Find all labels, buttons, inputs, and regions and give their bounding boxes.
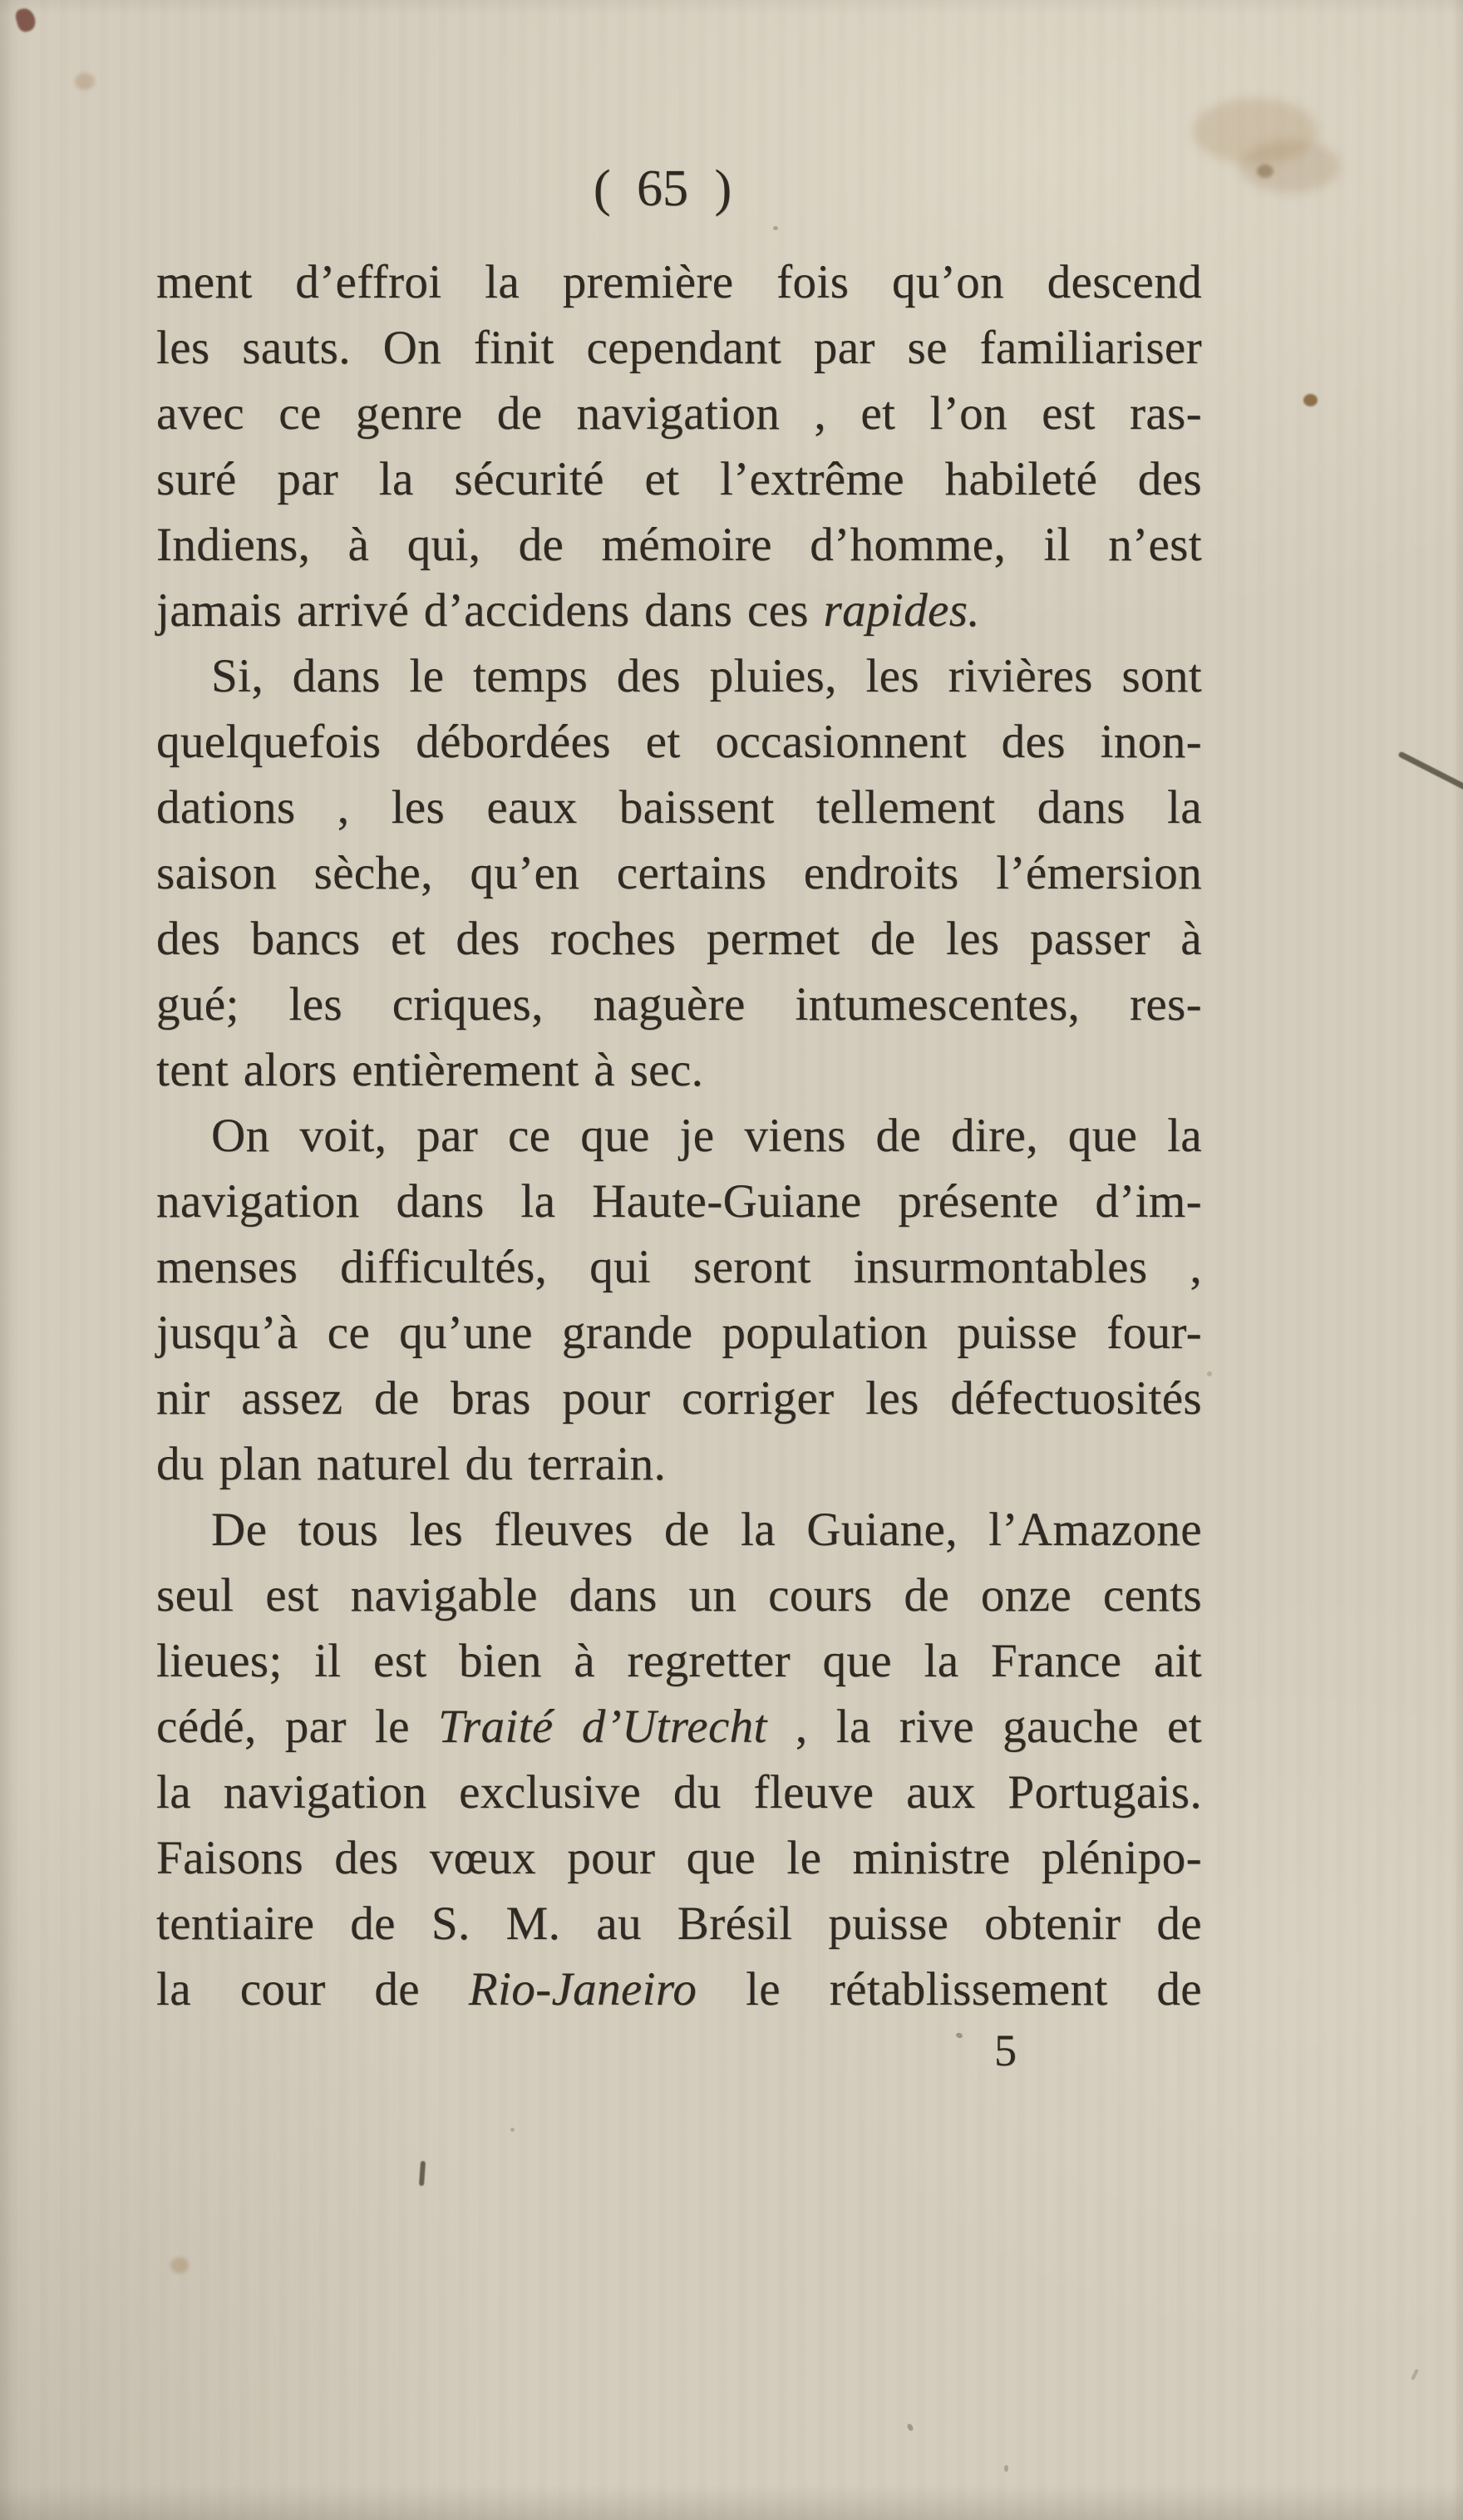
- text-line: la navigation exclusive du fleuve aux Portugais.: [156, 1766, 1202, 1819]
- text-line: Si, dans le temps des pluies, les rivières sont: [211, 650, 1202, 702]
- text-lines: [156, 249, 1202, 2022]
- text-line: Indiens, à qui, de mémoire d’homme, il n’est: [156, 519, 1202, 571]
- text-line: la cour de Rio-Janeiro le rétablissement de: [156, 1963, 1202, 2016]
- text-line: du plan naturel du terrain.: [156, 1438, 667, 1490]
- ink-dot: [1303, 394, 1318, 406]
- text-line: seul est navigable dans un cours de onze cents: [156, 1569, 1202, 1622]
- text-line: nir assez de bras pour corriger les défectuosités: [156, 1372, 1202, 1425]
- paper-speck: [955, 2032, 963, 2039]
- text-line: lieues; il est bien à regretter que la France ait: [156, 1635, 1202, 1687]
- text-line: quelquefois débordées et occasionnent des inon-: [156, 716, 1202, 768]
- text-line: ment d’effroi la première fois qu’on descend: [156, 256, 1202, 308]
- text-line: tentiaire de S. M. au Brésil puisse obtenir de: [156, 1897, 1202, 1950]
- text-line: saison sèche, qu’en certains endroits l’émersion: [156, 847, 1202, 899]
- text-line: tent alors entièrement à sec.: [156, 1044, 704, 1096]
- text-line: menses difficultés, qui seront insurmontables ,: [156, 1241, 1202, 1293]
- text-line: On voit, par ce que je viens de dire, que la: [211, 1110, 1202, 1162]
- paper-speck: [1411, 2369, 1419, 2380]
- text-line: Faisons des vœux pour que le ministre plénipo-: [156, 1832, 1202, 1884]
- text-line: des bancs et des roches permet de les passer à: [156, 913, 1202, 965]
- signature-mark: 5: [994, 2025, 1017, 2075]
- scratch-mark: [1397, 751, 1463, 790]
- paper-stain: [1240, 140, 1340, 193]
- paper-speck: [1004, 2465, 1008, 2472]
- text-line: les sauts. On finit cependant par se familiariser: [156, 322, 1202, 374]
- text-line: avec ce genre de navigation , et l’on est ras-: [156, 387, 1202, 440]
- text-line: navigation dans la Haute-Guiane présente d’im-: [156, 1175, 1202, 1228]
- corner-mark: [14, 7, 37, 34]
- paper-spot: [75, 73, 95, 90]
- paper-speck: [906, 2423, 914, 2432]
- paper-stain: [1193, 98, 1318, 165]
- text-line: De tous les fleuves de la Guiane, l’Amazone: [211, 1504, 1202, 1556]
- text-line: jusqu’à ce qu’une grande population puisse four-: [156, 1307, 1202, 1359]
- ink-mark: [419, 2161, 426, 2186]
- text-line: jamais arrivé d’accidens dans ces rapides.: [156, 584, 980, 637]
- text-line: cédé, par le Traité d’Utrecht , la rive gauche et: [156, 1701, 1202, 1753]
- paper-speck: [510, 2128, 515, 2132]
- text-line: dations , les eaux baissent tellement dans la: [156, 781, 1202, 834]
- page-number: ( 65 ): [593, 160, 732, 217]
- text-line: gué; les criques, naguère intumescentes, res-: [156, 978, 1202, 1031]
- paper-spot: [170, 2257, 189, 2273]
- paper-stain: [1257, 165, 1273, 178]
- paper-speck: [773, 226, 778, 230]
- paper-speck: [1207, 1371, 1212, 1376]
- text-block: [156, 249, 1202, 2022]
- text-line: suré par la sécurité et l’extrême habileté des: [156, 453, 1202, 505]
